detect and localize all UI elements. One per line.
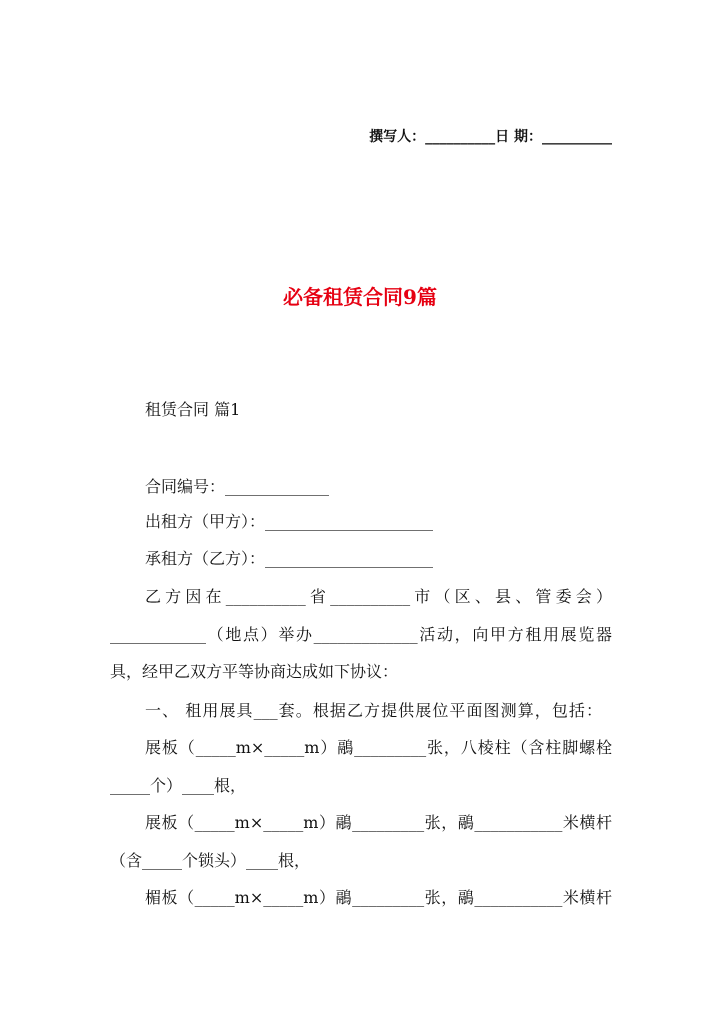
lessor-line: 出租方（甲方）：_____________________ [145, 512, 434, 531]
clause-line: 一、 租用展具___套。根据乙方提供展位平面图测算，包括： [145, 701, 602, 720]
paragraph-line: 乙方因在__________省__________市（区、县、管委会） [145, 587, 612, 606]
paragraph-line: ____________（地点）举办_____________活动，向甲方租用展览器 [110, 625, 612, 644]
lessee-line: 承租方（乙方）：_____________________ [145, 549, 434, 568]
document-title: 必备租赁合同9篇 [283, 285, 437, 309]
clause-line: （含_____个锁头）____根， [110, 851, 311, 870]
section-heading: 租赁合同 篇1 [145, 400, 241, 419]
author-date-line: 撰写人：__________日 期：__________ [369, 129, 612, 145]
paragraph-line: 具，经甲乙双方平等协商达成如下协议： [110, 662, 399, 681]
clause-line: 楣板（_____m×_____m）鷊_________张，鷊___________米横杆 [145, 888, 612, 907]
clause-line: _____个）____根， [110, 776, 247, 795]
contract-number-line: 合同编号：_____________ [145, 477, 330, 496]
clause-line: 展板（_____m×_____m）鷊_________张，鷊___________米横杆 [145, 813, 612, 832]
clause-line: 展板（_____m×_____m）鷊_________张，八棱柱（含柱脚螺栓 [145, 738, 612, 757]
